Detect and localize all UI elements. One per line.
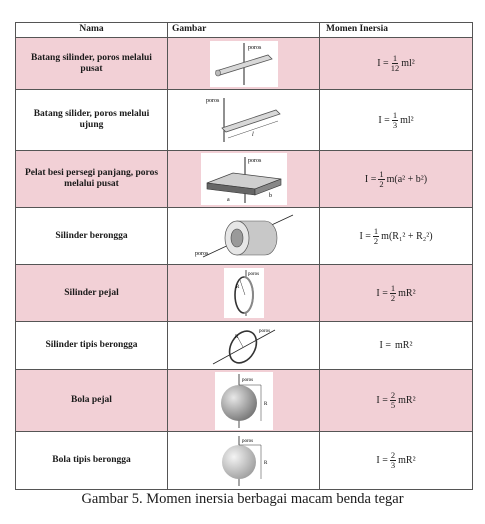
table-row [16,322,472,370]
row-figure [168,208,320,264]
formula-lhs: I = [377,58,389,69]
table-row [16,90,472,151]
formula-fraction: $\frac{1}{2}$ [373,225,379,246]
row-formula [320,90,472,150]
formula-lhs: I = [376,455,388,466]
row-name: Batang silider, poros melalui ujung [16,90,168,150]
formula-rest: mR² [395,340,413,351]
row-name: Bola tipis berongga [16,432,168,489]
fig-label: poros [247,158,261,164]
formula-fraction: $\frac{1}{3}$ [392,109,398,130]
rod-center-figure [210,41,278,87]
fig-label: poros [241,377,253,383]
formula-fraction: $\frac{2}{5}$ [390,390,396,410]
row-name: Bola pejal [16,370,168,431]
fig-r-label: R [263,460,267,466]
table-row [16,265,472,322]
fig-label: poros [247,272,259,277]
row-formula [320,151,472,207]
row-figure [168,265,320,321]
fig-r-label: R [235,285,239,290]
hollow-cylinder-figure [189,209,299,263]
formula-lhs: I = [376,395,388,406]
hollow-sphere-figure [215,434,273,488]
table-row [16,432,472,489]
row-name: Batang silinder, poros melalui pusat [16,38,168,89]
solid-sphere-figure [215,372,273,430]
fig-length-label: l [251,132,254,138]
row-formula [320,208,472,264]
table-header [16,23,472,38]
formula-lhs: I = [378,114,390,126]
fig-a-label: a [226,197,230,203]
rod-end-figure [204,94,284,146]
row-figure [168,38,320,89]
row-name: Pelat besi persegi panjang, poros melalui pusat [16,151,168,207]
row-formula [320,322,472,369]
row-formula [320,370,472,431]
formula-rest: ml² [401,58,415,69]
table-row [16,38,472,90]
inertia-table [15,22,473,490]
formula-fraction: $\frac{1}{12}$ [390,53,400,73]
header-name: Nama [16,23,168,37]
row-figure [168,90,320,150]
row-formula [320,432,472,489]
formula-rest: m(a² + b²) [386,173,428,185]
table-row [16,370,472,432]
header-formula: Momen Inersia [326,24,389,34]
formula-rest: mR² [398,395,416,406]
formula-fraction: $\frac{1}{2}$ [379,168,384,189]
table-row [16,208,472,265]
row-name: Silinder pejal [16,265,168,321]
formula-fraction: $\frac{1}{2}$ [390,282,396,303]
thin-hollow-cylinder-figure [209,324,279,368]
fig-label: poros [194,251,208,257]
formula-rest: mR² [398,455,416,466]
row-name: Silinder berongga [16,208,168,264]
formula-lhs: I = [379,340,392,351]
fig-label: poros [205,98,219,104]
formula-rest: mR² [398,287,416,299]
header-image: Gambar [168,23,320,37]
plate-figure [201,153,287,205]
row-figure [168,322,320,369]
fig-label: poros [247,44,261,51]
formula-lhs: I = [376,287,388,299]
formula-lhs: I = [364,173,377,185]
row-name: Silinder tipis berongga [16,322,168,369]
formula-fraction: $\frac{2}{3}$ [390,450,396,470]
formula-rest: m(R₁² + R₂²) [381,230,433,242]
fig-b-label: b [268,193,272,199]
table-row [16,151,472,208]
formula-rest: ml² [400,114,414,126]
figure-caption: Gambar 5. Momen inersia berbagai macam benda tegar [81,491,404,507]
row-figure [168,151,320,207]
fig-label: poros [241,438,253,444]
fig-label: poros [258,328,270,334]
fig-r-label: R [263,401,267,407]
solid-cylinder-figure [224,268,264,318]
row-figure [168,370,320,431]
row-formula [320,38,472,89]
fig-r-label: R [234,334,238,340]
formula-lhs: I = [359,230,371,242]
row-formula [320,265,472,321]
row-figure [168,432,320,489]
